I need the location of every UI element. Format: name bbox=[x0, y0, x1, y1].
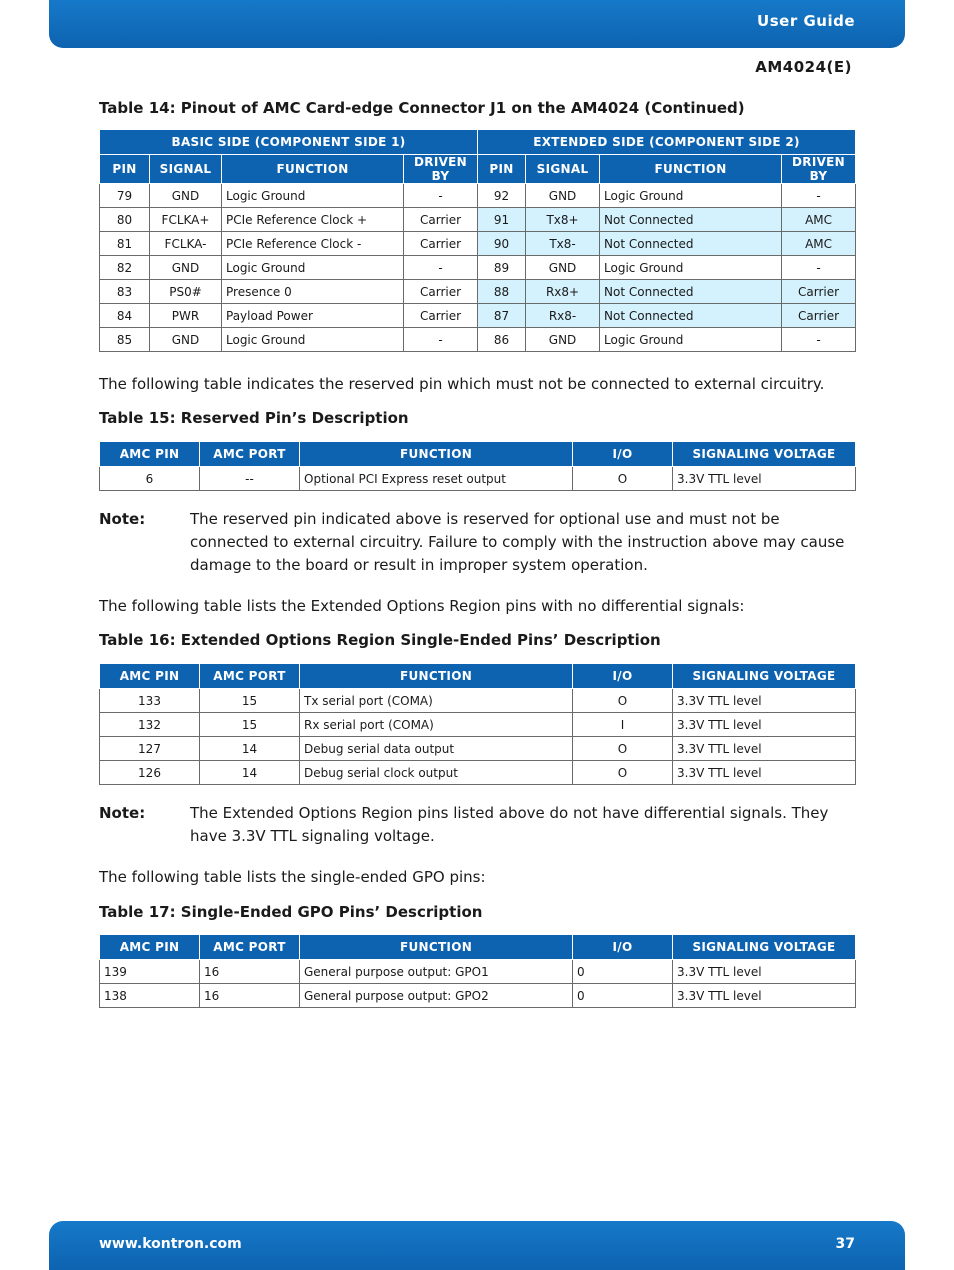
table-cell: Carrier bbox=[782, 304, 856, 328]
table15-header-amc-pin: AMC PIN bbox=[100, 442, 200, 467]
table-cell: 81 bbox=[100, 232, 150, 256]
table-cell: Carrier bbox=[782, 280, 856, 304]
note-text: The reserved pin indicated above is reserved for optional use and must not be connected to external circuitry. Failure to comply with the instruction above may cause damage to the board or result in improper system operation. bbox=[190, 510, 845, 574]
table-cell: Carrier bbox=[404, 208, 478, 232]
table-cell: 86 bbox=[478, 328, 526, 352]
table-row bbox=[100, 256, 856, 280]
table-cell: - bbox=[782, 256, 856, 280]
table-cell: Logic Ground bbox=[222, 328, 404, 352]
table-cell: GND bbox=[526, 328, 600, 352]
note-label: Note: bbox=[99, 804, 146, 822]
table-cell: 139 bbox=[100, 960, 200, 984]
table-cell: 14 bbox=[200, 737, 300, 761]
table-cell: Logic Ground bbox=[222, 256, 404, 280]
table-cell: 88 bbox=[478, 280, 526, 304]
table-cell: 89 bbox=[478, 256, 526, 280]
table14-header-pin: PIN bbox=[100, 155, 150, 184]
table-cell: Presence 0 bbox=[222, 280, 404, 304]
table-cell: 83 bbox=[100, 280, 150, 304]
table-cell: Rx8- bbox=[526, 304, 600, 328]
table14-group-basic: BASIC SIDE (COMPONENT SIDE 1) bbox=[100, 130, 478, 155]
table-cell: Not Connected bbox=[600, 304, 782, 328]
table-cell: O bbox=[573, 737, 673, 761]
table-cell: GND bbox=[150, 328, 222, 352]
table-cell: 3.3V TTL level bbox=[673, 467, 856, 491]
table15 bbox=[99, 441, 856, 491]
table-cell: 90 bbox=[478, 232, 526, 256]
table-cell: Tx serial port (COMA) bbox=[300, 689, 573, 713]
table-row bbox=[100, 689, 856, 713]
table14-header-signal-ext: SIGNAL bbox=[526, 155, 600, 184]
table16-caption: Table 16: Extended Options Region Single-Ended Pins’ Description bbox=[99, 631, 661, 649]
footer-band bbox=[49, 1221, 905, 1270]
table-row bbox=[100, 184, 856, 208]
table-cell: 126 bbox=[100, 761, 200, 785]
table-cell: Rx serial port (COMA) bbox=[300, 713, 573, 737]
table15-header-row bbox=[100, 442, 856, 467]
table14-header-driven-by-ext: DRIVEN BY bbox=[782, 155, 856, 184]
table16-header-io: I/O bbox=[573, 664, 673, 689]
table-row bbox=[100, 232, 856, 256]
table-cell: Carrier bbox=[404, 232, 478, 256]
table-cell: Debug serial clock output bbox=[300, 761, 573, 785]
table-cell: General purpose output: GPO2 bbox=[300, 984, 573, 1008]
table-cell: -- bbox=[200, 467, 300, 491]
table-cell: - bbox=[782, 328, 856, 352]
table-cell: O bbox=[573, 689, 673, 713]
table17-header-row bbox=[100, 935, 856, 960]
table-cell: 82 bbox=[100, 256, 150, 280]
table-row bbox=[100, 304, 856, 328]
table-cell: 16 bbox=[200, 960, 300, 984]
table16-header-row bbox=[100, 664, 856, 689]
table-cell: Logic Ground bbox=[222, 184, 404, 208]
table-cell: 14 bbox=[200, 761, 300, 785]
table-cell: 80 bbox=[100, 208, 150, 232]
page-number: 37 bbox=[835, 1236, 855, 1252]
table-cell: Not Connected bbox=[600, 280, 782, 304]
table-cell: Optional PCI Express reset output bbox=[300, 467, 573, 491]
table15-header-amc-port: AMC PORT bbox=[200, 442, 300, 467]
table14-header-driven-by: DRIVEN BY bbox=[404, 155, 478, 184]
table-cell: 3.3V TTL level bbox=[673, 713, 856, 737]
table-cell: GND bbox=[150, 184, 222, 208]
table17-header-amc-port: AMC PORT bbox=[200, 935, 300, 960]
table-cell: 3.3V TTL level bbox=[673, 761, 856, 785]
table-cell: 84 bbox=[100, 304, 150, 328]
table-cell: Not Connected bbox=[600, 208, 782, 232]
table-cell: 138 bbox=[100, 984, 200, 1008]
table-cell: 87 bbox=[478, 304, 526, 328]
table17-header-io: I/O bbox=[573, 935, 673, 960]
table17-header-signaling-voltage: SIGNALING VOLTAGE bbox=[673, 935, 856, 960]
table-row bbox=[100, 713, 856, 737]
table-cell: General purpose output: GPO1 bbox=[300, 960, 573, 984]
table14-group-extended: EXTENDED SIDE (COMPONENT SIDE 2) bbox=[478, 130, 856, 155]
table14-header-function-ext: FUNCTION bbox=[600, 155, 782, 184]
table-cell: 132 bbox=[100, 713, 200, 737]
table-cell: 15 bbox=[200, 689, 300, 713]
table-row bbox=[100, 467, 856, 491]
table-cell: Logic Ground bbox=[600, 328, 782, 352]
note-extended-options bbox=[99, 802, 855, 850]
table-cell: 16 bbox=[200, 984, 300, 1008]
intro-paragraph-table16: The following table lists the Extended Options Region pins with no differential signals: bbox=[99, 597, 745, 615]
table14-header-signal: SIGNAL bbox=[150, 155, 222, 184]
table-row bbox=[100, 984, 856, 1008]
table-cell: 79 bbox=[100, 184, 150, 208]
table-cell: 0 bbox=[573, 960, 673, 984]
header-title: User Guide bbox=[757, 12, 855, 30]
table-cell: - bbox=[404, 184, 478, 208]
table-cell: Not Connected bbox=[600, 232, 782, 256]
table14-header-pin-ext: PIN bbox=[478, 155, 526, 184]
table-cell: GND bbox=[526, 256, 600, 280]
table17-header-amc-pin: AMC PIN bbox=[100, 935, 200, 960]
table-cell: Tx8+ bbox=[526, 208, 600, 232]
table-cell: O bbox=[573, 467, 673, 491]
table-cell: GND bbox=[526, 184, 600, 208]
table-cell: Carrier bbox=[404, 280, 478, 304]
table-cell: AMC bbox=[782, 208, 856, 232]
table-cell: FCLKA+ bbox=[150, 208, 222, 232]
table15-header-io: I/O bbox=[573, 442, 673, 467]
table16 bbox=[99, 663, 856, 785]
table-cell: GND bbox=[150, 256, 222, 280]
table14 bbox=[99, 129, 856, 352]
note-label: Note: bbox=[99, 510, 146, 528]
table-cell: Logic Ground bbox=[600, 256, 782, 280]
table-cell: AMC bbox=[782, 232, 856, 256]
table-cell: 3.3V TTL level bbox=[673, 960, 856, 984]
table16-header-amc-pin: AMC PIN bbox=[100, 664, 200, 689]
table-cell: 133 bbox=[100, 689, 200, 713]
table14-caption: Table 14: Pinout of AMC Card-edge Connector J1 on the AM4024 (Continued) bbox=[99, 99, 745, 117]
table-row bbox=[100, 761, 856, 785]
table15-header-function: FUNCTION bbox=[300, 442, 573, 467]
table17 bbox=[99, 934, 856, 1008]
table-row bbox=[100, 208, 856, 232]
table-cell: 0 bbox=[573, 984, 673, 1008]
table-cell: 3.3V TTL level bbox=[673, 737, 856, 761]
table-cell: PCIe Reference Clock + bbox=[222, 208, 404, 232]
note-reserved-pin bbox=[99, 508, 855, 578]
table16-header-amc-port: AMC PORT bbox=[200, 664, 300, 689]
table14-header-function: FUNCTION bbox=[222, 155, 404, 184]
table-cell: - bbox=[404, 256, 478, 280]
table-cell: 15 bbox=[200, 713, 300, 737]
table-cell: O bbox=[573, 761, 673, 785]
table-cell: Logic Ground bbox=[600, 184, 782, 208]
table-row bbox=[100, 960, 856, 984]
table-cell: Carrier bbox=[404, 304, 478, 328]
table-cell: 85 bbox=[100, 328, 150, 352]
table-cell: PWR bbox=[150, 304, 222, 328]
table14-header-row bbox=[100, 155, 856, 184]
header-band bbox=[49, 0, 905, 48]
table17-caption: Table 17: Single-Ended GPO Pins’ Description bbox=[99, 903, 483, 921]
intro-paragraph-table15: The following table indicates the reserved pin which must not be connected to external circuitry. bbox=[99, 375, 825, 393]
table-cell: 91 bbox=[478, 208, 526, 232]
table-cell: PCIe Reference Clock - bbox=[222, 232, 404, 256]
table16-header-function: FUNCTION bbox=[300, 664, 573, 689]
table-cell: PS0# bbox=[150, 280, 222, 304]
document-id: AM4024(E) bbox=[755, 58, 852, 76]
intro-paragraph-table17: The following table lists the single-ended GPO pins: bbox=[99, 868, 486, 886]
table-cell: Debug serial data output bbox=[300, 737, 573, 761]
table-cell: - bbox=[782, 184, 856, 208]
note-text: The Extended Options Region pins listed above do not have differential signals. They have 3.3V TTL signaling voltage. bbox=[190, 804, 829, 845]
footer-website-link[interactable]: www.kontron.com bbox=[99, 1236, 242, 1252]
table-cell: 127 bbox=[100, 737, 200, 761]
table-cell: I bbox=[573, 713, 673, 737]
table15-header-signaling-voltage: SIGNALING VOLTAGE bbox=[673, 442, 856, 467]
table15-caption: Table 15: Reserved Pin’s Description bbox=[99, 409, 409, 427]
table-cell: 3.3V TTL level bbox=[673, 984, 856, 1008]
table-cell: 6 bbox=[100, 467, 200, 491]
table16-header-signaling-voltage: SIGNALING VOLTAGE bbox=[673, 664, 856, 689]
table17-header-function: FUNCTION bbox=[300, 935, 573, 960]
table-cell: Payload Power bbox=[222, 304, 404, 328]
table-cell: 3.3V TTL level bbox=[673, 689, 856, 713]
table14-group-header bbox=[100, 130, 856, 155]
table-cell: 92 bbox=[478, 184, 526, 208]
table-row bbox=[100, 328, 856, 352]
table-row bbox=[100, 737, 856, 761]
table-cell: FCLKA- bbox=[150, 232, 222, 256]
table-cell: Rx8+ bbox=[526, 280, 600, 304]
table-cell: - bbox=[404, 328, 478, 352]
table-row bbox=[100, 280, 856, 304]
table-cell: Tx8- bbox=[526, 232, 600, 256]
